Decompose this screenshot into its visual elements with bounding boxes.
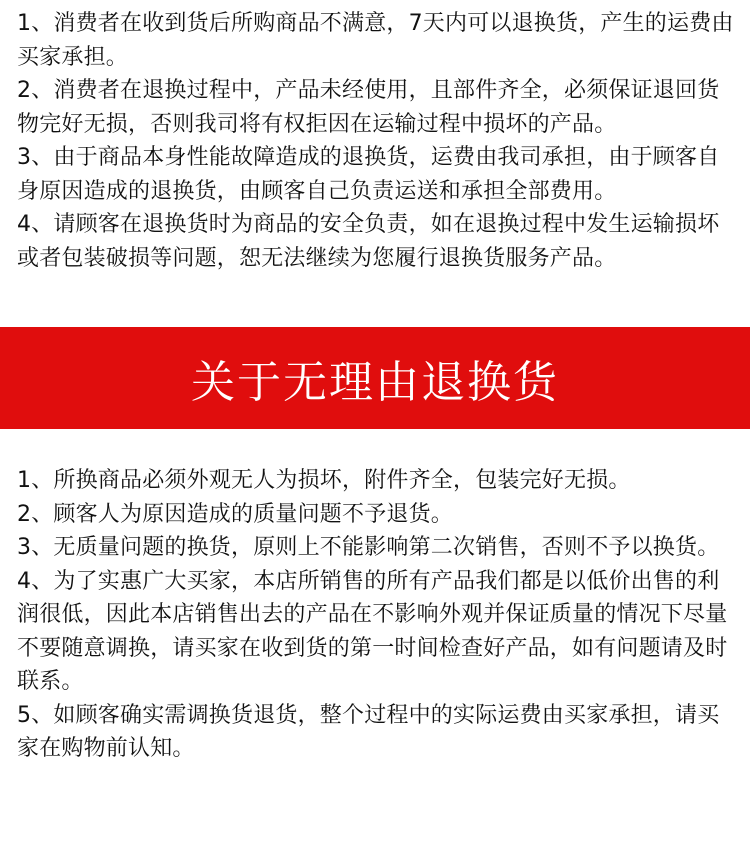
return-policy-list — [17, 7, 736, 275]
no-reason-policy-item-4: 4、为了实惠广大买家，本店所销售的所有产品我们都是以低价出售的利润很低，因此本店销售出去的产品在不影响外观并保证质量的情况下尽量不要随意调换，请买家在收到货的第一时间检查好产品，如有问题请及时联系。 — [17, 568, 728, 694]
no-reason-policy-item-1: 1、所换商品必须外观无人为损坏，附件齐全，包装完好无损。 — [17, 468, 631, 493]
banner-title: 关于无理由退换货 — [191, 357, 559, 408]
no-reason-policy-item-3: 3、无质量问题的换货，原则上不能影响第二次销售，否则不予以换货。 — [17, 535, 720, 560]
return-policy-item-4: 4、请顾客在退换货时为商品的安全负责，如在退换过程中发生运输损坏或者包装破损等问题，恕无法继续为您履行退换货服务产品。 — [17, 212, 720, 271]
return-policy-item-1: 1、消费者在收到货后所购商品不满意，7天内可以退换货，产生的运费由买家承担。 — [17, 11, 734, 70]
return-policy-item-2: 2、消费者在退换过程中，产品未经使用，且部件齐全，必须保证退回货物完好无损，否则我司将有权拒因在运输过程中损坏的产品。 — [17, 78, 720, 137]
no-reason-policy-list — [17, 464, 736, 766]
return-policy-item-3: 3、由于商品本身性能故障造成的退换货，运费由我司承担，由于顾客自身原因造成的退换货，由顾客自己负责运送和承担全部费用。 — [17, 145, 720, 204]
no-reason-policy-item-5: 5、如顾客确实需调换货退货，整个过程中的实际运费由买家承担，请买家在购物前认知。 — [17, 702, 720, 761]
no-reason-policy-item-2: 2、顾客人为原因造成的质量问题不予退货。 — [17, 501, 453, 527]
section-banner — [0, 327, 750, 429]
